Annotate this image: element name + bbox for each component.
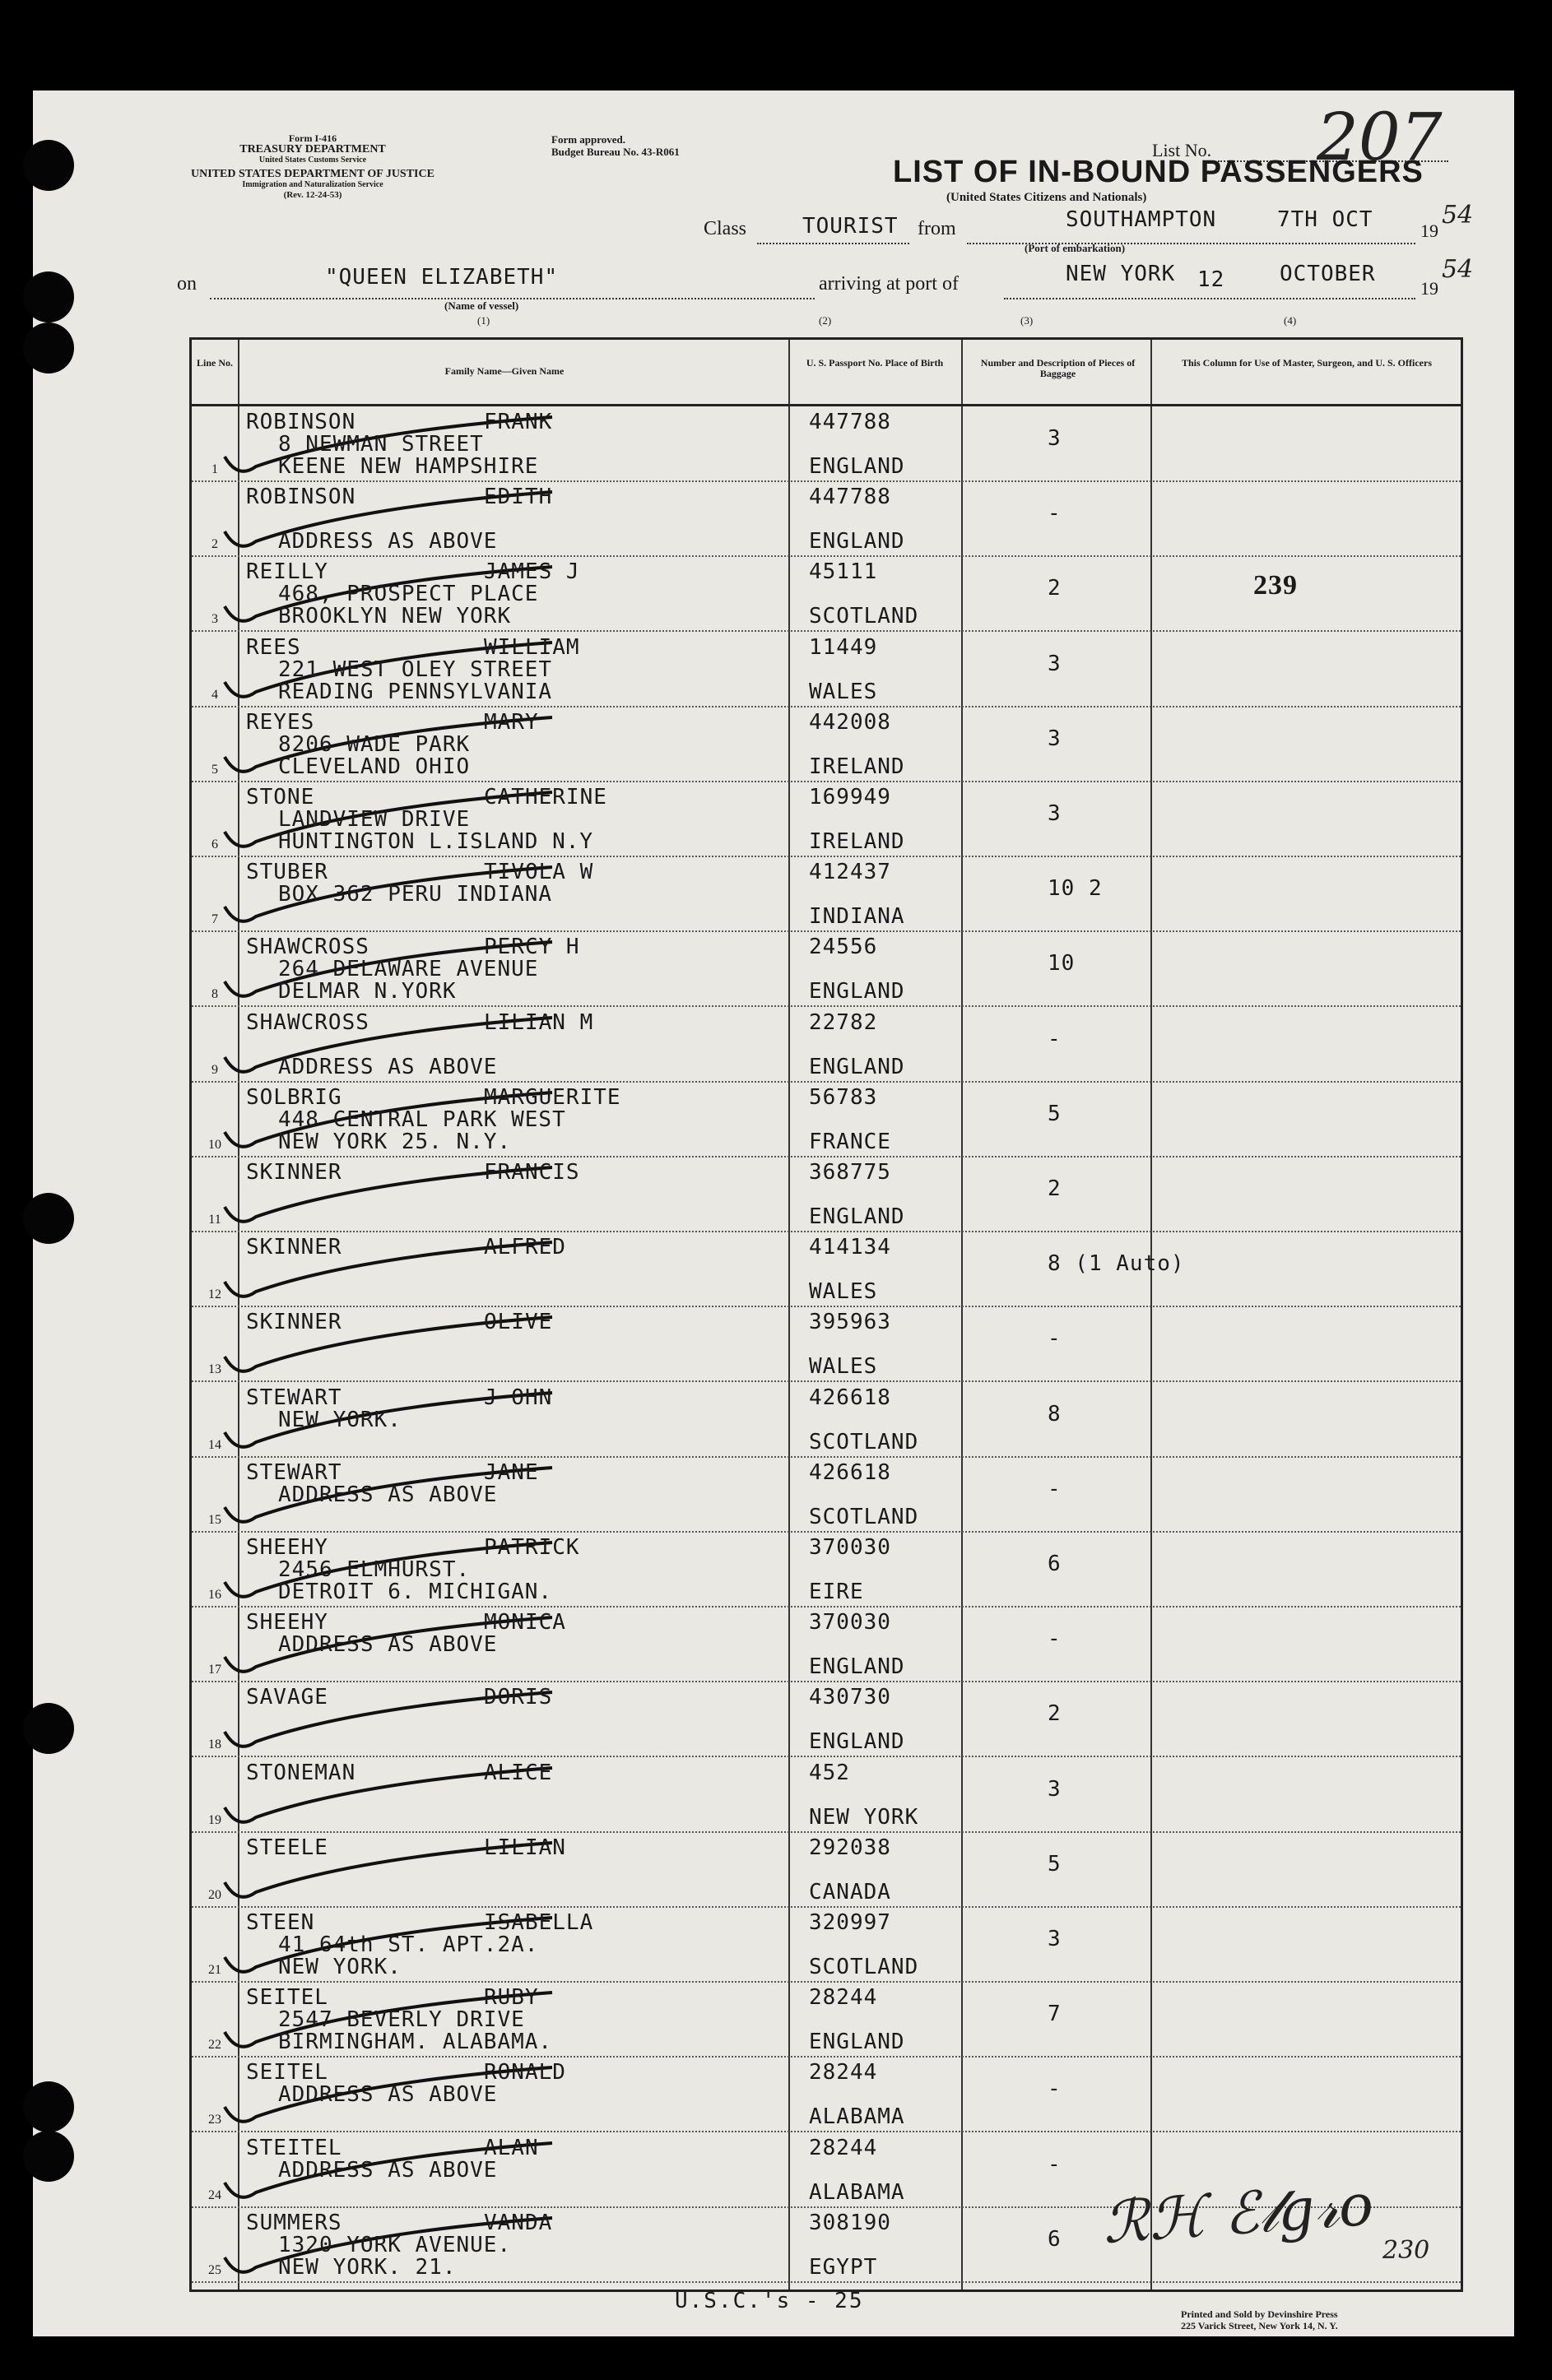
given-name: FRANK — [484, 410, 553, 434]
family-name: ROBINSON — [246, 485, 356, 510]
address-line-2: DELMAR N.YORK — [278, 979, 457, 1004]
vessel-label: (Name of vessel) — [444, 299, 519, 312]
signature: ℛℋ ℰ𝓁𝑔𝓇𝑜 — [1100, 2170, 1376, 2257]
place-of-birth: ENGLAND — [809, 454, 905, 479]
vessel-name: "QUEEN ELIZABETH" — [325, 265, 559, 290]
col-header-baggage: Number and Description of Pieces of Baggage — [980, 357, 1136, 379]
col-header-passport: U. S. Passport No. Place of Birth — [806, 357, 944, 369]
address-line-2: BIRMINGHAM. ALABAMA. — [278, 2030, 553, 2055]
passport-number: 370030 — [809, 1535, 891, 1560]
printer-credit — [1181, 2308, 1338, 2331]
treasury-dept: TREASURY DEPARTMENT — [239, 143, 386, 155]
table-row — [192, 1608, 1461, 1682]
given-name: VANDA — [484, 2210, 553, 2235]
line-number: 25 — [208, 2262, 221, 2277]
baggage-count: 3 — [1048, 801, 1062, 826]
passport-number: 22782 — [809, 1009, 878, 1035]
baggage-count: - — [1048, 1326, 1062, 1352]
family-name: STONE — [246, 785, 315, 810]
passport-number: 414134 — [809, 1235, 891, 1260]
family-name: SHAWCROSS — [246, 935, 369, 960]
family-name: SKINNER — [246, 1160, 342, 1185]
budget-bureau: Budget Bureau No. 43-R061 — [551, 146, 680, 158]
col-header-officers: This Column for Use of Master, Surgeon, and U. S. Officers — [1181, 357, 1432, 369]
table-row — [192, 1908, 1461, 1983]
printer-line-2: 225 Varick Street, New York 14, N. Y. — [1181, 2320, 1338, 2331]
baggage-count: 6 — [1048, 1552, 1062, 1576]
approval-block — [551, 133, 680, 158]
form-sheet — [33, 90, 1514, 2336]
class-label: Class — [704, 218, 747, 239]
place-of-birth: CANADA — [809, 1879, 891, 1904]
passport-number: 412437 — [809, 860, 891, 885]
line-number: 4 — [211, 687, 218, 702]
place-of-birth: FRANCE — [809, 1129, 891, 1154]
baggage-count: - — [1048, 501, 1062, 527]
address-line-1: 41 64th ST. APT.2A. — [278, 1932, 539, 1957]
line-number: 5 — [211, 762, 218, 777]
family-name: STEITEL — [246, 2135, 342, 2160]
immigration-service: Immigration and Naturalization Service — [242, 180, 383, 189]
line-number: 18 — [208, 1737, 221, 1752]
line-number: 19 — [208, 1812, 221, 1827]
revision: (Rev. 12-24-53) — [283, 190, 342, 200]
table-row — [192, 1383, 1461, 1458]
family-name: REES — [246, 634, 301, 660]
arrive-port: NEW YORK — [1066, 262, 1176, 286]
given-name: LILIAN — [484, 1835, 566, 1860]
table-row — [192, 1682, 1461, 1757]
given-name: EDITH — [484, 485, 553, 510]
baggage-count: - — [1048, 2151, 1062, 2177]
baggage-count: 3 — [1048, 651, 1062, 676]
binder-hole — [23, 140, 74, 191]
table-row — [192, 557, 1461, 632]
col-num-2: (2) — [819, 314, 832, 327]
place-of-birth: ENGLAND — [809, 529, 905, 554]
given-name: FRANCIS — [484, 1160, 580, 1185]
passenger-count: U.S.C.'s - 25 — [675, 2289, 864, 2313]
passport-number: 426618 — [809, 1459, 891, 1485]
place-of-birth: ENGLAND — [809, 1204, 905, 1229]
address-line-1: ADDRESS AS ABOVE — [278, 1482, 498, 1507]
address-line-2: ADDRESS AS ABOVE — [278, 1054, 498, 1079]
table-row — [192, 482, 1461, 557]
given-name: ALAN — [484, 2135, 539, 2160]
line-number: 21 — [208, 1963, 221, 1977]
arriving-label: arriving at port of — [819, 273, 959, 295]
given-name: MONICA — [484, 1610, 566, 1635]
line-number: 20 — [208, 1887, 221, 1902]
address-line-1: ADDRESS AS ABOVE — [278, 1632, 498, 1658]
baggage-count: - — [1048, 2076, 1062, 2102]
baggage-count: - — [1048, 1626, 1062, 1652]
place-of-birth: SCOTLAND — [809, 604, 919, 629]
baggage-count: 10 2 — [1048, 876, 1103, 902]
passport-number: 24556 — [809, 935, 878, 960]
baggage-count: 5 — [1048, 1101, 1062, 1126]
address-line-2: NEW YORK. 21. — [278, 2254, 457, 2280]
given-name: ALICE — [484, 1760, 553, 1785]
baggage-count: 8 — [1048, 1401, 1062, 1427]
place-of-birth: ENGLAND — [809, 1054, 905, 1079]
place-of-birth: ENGLAND — [809, 1729, 905, 1755]
on-label: on — [177, 273, 197, 295]
line-number: 24 — [208, 2187, 221, 2202]
line-number: 23 — [208, 2113, 221, 2127]
family-name: SEITEL — [246, 1985, 328, 2011]
line-number: 15 — [208, 1512, 221, 1527]
baggage-count: - — [1048, 1476, 1062, 1501]
address-line-2: ADDRESS AS ABOVE — [278, 529, 498, 554]
family-name: SKINNER — [246, 1235, 342, 1260]
baggage-count: 2 — [1048, 576, 1062, 601]
justice-dept: UNITED STATES DEPARTMENT OF JUSTICE — [191, 168, 434, 180]
table-row — [192, 782, 1461, 857]
baggage-count: 3 — [1048, 726, 1062, 751]
arrive-year: 54 — [1442, 255, 1474, 284]
passport-number: 430730 — [809, 1685, 891, 1710]
address-line-2: HUNTINGTON L.ISLAND N.Y — [278, 829, 594, 854]
given-name: WILLIAM — [484, 634, 580, 660]
address-line-1: 8 NEWMAN STREET — [278, 432, 484, 457]
class-value: TOURIST — [802, 214, 899, 239]
line-number: 17 — [208, 1663, 221, 1677]
from-label: from — [918, 218, 956, 239]
address-line-2: NEW YORK 25. N.Y. — [278, 1129, 512, 1154]
given-name: DORIS — [484, 1685, 553, 1710]
place-of-birth: ENGLAND — [809, 2030, 905, 2055]
family-name: SEITEL — [246, 2060, 328, 2085]
baggage-count: 8 (1 Auto) — [1048, 1251, 1185, 1277]
given-name: MARGUERITE — [484, 1084, 621, 1110]
table-row — [192, 857, 1461, 932]
given-name: LILIAN M — [484, 1009, 594, 1035]
line-number: 1 — [211, 462, 218, 476]
given-name: J OHN — [484, 1385, 553, 1410]
line-number: 13 — [208, 1362, 221, 1377]
line-number: 6 — [211, 837, 218, 851]
page-subtitle: (United States Citizens and Nationals) — [946, 191, 1147, 204]
table-row — [192, 932, 1461, 1007]
arrive-year-prefix: 19 — [1420, 278, 1438, 299]
from-date: 7TH OCT — [1277, 207, 1373, 232]
given-name: PATRICK — [484, 1535, 580, 1560]
table-row — [192, 633, 1461, 708]
given-name: OLIVE — [484, 1310, 553, 1335]
table-row — [192, 1833, 1461, 1908]
address-line-2: KEENE NEW HAMPSHIRE — [278, 454, 539, 479]
col-num-4: (4) — [1284, 314, 1297, 327]
place-of-birth: WALES — [809, 1354, 878, 1380]
passenger-table — [189, 337, 1463, 2292]
place-of-birth: ENGLAND — [809, 979, 905, 1004]
family-name: STEELE — [246, 1835, 328, 1860]
col-num-1: (1) — [477, 314, 490, 327]
address-line-1: NEW YORK. — [278, 1407, 402, 1432]
family-name: REILLY — [246, 559, 328, 585]
passport-number: 447788 — [809, 410, 891, 434]
arrive-month: OCTOBER — [1280, 262, 1376, 286]
place-of-birth: IRELAND — [809, 754, 905, 779]
passport-number: 28244 — [809, 2060, 878, 2085]
given-name: JAMES J — [484, 559, 580, 585]
page-title: LIST OF IN-BOUND PASSENGERS — [893, 155, 1424, 189]
place-of-birth: SCOTLAND — [809, 1955, 919, 1979]
line-number: 2 — [211, 537, 218, 552]
baggage-count: 2 — [1048, 1176, 1062, 1201]
arrive-line — [1004, 298, 1415, 299]
passport-number: 45111 — [809, 559, 878, 585]
address-line-1: ADDRESS AS ABOVE — [278, 2157, 498, 2183]
address-line-2: CLEVELAND OHIO — [278, 754, 471, 779]
family-name: SOLBRIG — [246, 1084, 342, 1110]
form-number: Form I-416 — [288, 132, 337, 144]
line-number: 8 — [211, 987, 218, 1002]
passport-number: 452 — [809, 1760, 850, 1785]
family-name: REYES — [246, 709, 315, 735]
binder-hole — [23, 1703, 74, 1754]
family-name: SKINNER — [246, 1310, 342, 1335]
col-header-line-no: Line No. — [196, 357, 233, 369]
passport-number: 447788 — [809, 485, 891, 510]
given-name: MARY — [484, 709, 539, 735]
line-number: 12 — [208, 1287, 221, 1302]
table-row — [192, 708, 1461, 782]
table-row — [192, 407, 1461, 482]
baggage-count: 3 — [1048, 1927, 1062, 1951]
port-embark-label: (Port of embarkation) — [1025, 242, 1126, 254]
given-name: RUBY — [484, 1985, 539, 2011]
family-name: ROBINSON — [246, 410, 356, 434]
binder-hole — [23, 2081, 74, 2132]
signature-note: 230 — [1382, 2236, 1430, 2265]
table-row — [192, 2058, 1461, 2132]
baggage-count: 10 — [1048, 951, 1076, 977]
passport-number: 395963 — [809, 1310, 891, 1335]
passport-number: 442008 — [809, 709, 891, 735]
family-name: SAVAGE — [246, 1685, 328, 1710]
arrive-day: 12 — [1197, 267, 1225, 292]
family-name: SHAWCROSS — [246, 1009, 369, 1035]
line-number: 14 — [208, 1437, 221, 1452]
baggage-count: 2 — [1048, 1701, 1062, 1727]
table-row — [192, 1533, 1461, 1608]
family-name: SHEEHY — [246, 1535, 328, 1560]
line-number: 7 — [211, 912, 218, 927]
table-row — [192, 1758, 1461, 1833]
place-of-birth: EIRE — [809, 1580, 864, 1604]
line-number: 9 — [211, 1062, 218, 1077]
binder-hole — [23, 271, 74, 322]
printer-line-1: Printed and Sold by Devinshire Press — [1181, 2308, 1338, 2320]
address-line-1: 264 DELAWARE AVENUE — [278, 957, 539, 982]
line-number: 22 — [208, 2038, 221, 2053]
address-line-1: 468, PROSPECT PLACE — [278, 582, 539, 607]
place-of-birth: INDIANA — [809, 904, 905, 930]
given-name: CATHERINE — [484, 785, 607, 810]
family-name: SUMMERS — [246, 2210, 342, 2235]
address-line-2: READING PENNSYLVANIA — [278, 679, 553, 704]
address-line-2: DETROIT 6. MICHIGAN. — [278, 1580, 553, 1604]
address-line-1: 448 CENTRAL PARK WEST — [278, 1106, 566, 1132]
address-line-1: 221 WEST OLEY STREET — [278, 656, 553, 682]
baggage-count: - — [1048, 1026, 1062, 1051]
col-header-name: Family Name—Given Name — [444, 365, 565, 377]
address-line-2: NEW YORK. — [278, 1955, 402, 1979]
place-of-birth: EGYPT — [809, 2254, 878, 2280]
baggage-count: 3 — [1048, 1776, 1062, 1802]
binder-hole — [23, 2131, 74, 2182]
family-name: STEWART — [246, 1385, 342, 1410]
passport-number: 11449 — [809, 634, 878, 660]
passport-number: 56783 — [809, 1084, 878, 1110]
place-of-birth: NEW YORK — [809, 1804, 919, 1830]
table-row — [192, 1008, 1461, 1083]
table-row — [192, 1232, 1461, 1307]
passport-number: 169949 — [809, 785, 891, 810]
table-row — [192, 1083, 1461, 1158]
place-of-birth: ALABAMA — [809, 2179, 905, 2205]
form-approved: Form approved. — [551, 133, 626, 146]
place-of-birth: SCOTLAND — [809, 1504, 919, 1529]
header-rule — [192, 404, 1461, 406]
given-name: JANE — [484, 1459, 539, 1485]
baggage-count: 7 — [1048, 2002, 1062, 2027]
line-number: 10 — [208, 1137, 221, 1152]
family-name: STEEN — [246, 1910, 315, 1935]
address-line-1: 2547 BEVERLY DRIVE — [278, 2007, 525, 2033]
binder-hole — [23, 322, 74, 373]
class-line — [757, 243, 909, 244]
address-line-1: 8206 WADE PARK — [278, 731, 471, 757]
passport-number: 368775 — [809, 1160, 891, 1185]
place-of-birth: SCOTLAND — [809, 1429, 919, 1454]
address-line-1: 1320 YORK AVENUE. — [278, 2232, 512, 2257]
family-name: SHEEHY — [246, 1610, 328, 1635]
given-name: ALFRED — [484, 1235, 566, 1260]
customs-service: United States Customs Service — [258, 155, 367, 165]
address-line-1: ADDRESS AS ABOVE — [278, 2082, 498, 2108]
place-of-birth: ALABAMA — [809, 2104, 905, 2130]
passport-number: 28244 — [809, 2135, 878, 2160]
baggage-count: 6 — [1048, 2226, 1062, 2252]
address-line-1: 2456 ELMHURST. — [278, 1557, 471, 1582]
officer-note: 239 — [1253, 570, 1298, 601]
line-number: 3 — [211, 612, 218, 627]
address-line-1: BOX 362 PERU INDIANA — [278, 882, 553, 907]
passport-number: 28244 — [809, 1985, 878, 2011]
from-port: SOUTHAMPTON — [1066, 207, 1217, 232]
list-no-label: List No. — [1152, 140, 1212, 160]
col-num-3: (3) — [1020, 314, 1034, 327]
given-name: TIVOLA W — [484, 860, 594, 885]
list-no-value: 207 — [1317, 99, 1443, 175]
family-name: STONEMAN — [246, 1760, 356, 1785]
from-year: 54 — [1442, 201, 1474, 230]
passport-number: 292038 — [809, 1835, 891, 1860]
passport-number: 370030 — [809, 1610, 891, 1635]
place-of-birth: ENGLAND — [809, 1654, 905, 1680]
binder-hole — [23, 1193, 74, 1244]
table-row — [192, 1307, 1461, 1382]
table-row — [192, 1158, 1461, 1232]
from-year-prefix: 19 — [1420, 220, 1438, 241]
address-line-2: BROOKLYN NEW YORK — [278, 604, 512, 629]
table-row — [192, 1983, 1461, 2058]
place-of-birth: WALES — [809, 1279, 878, 1305]
agency-block — [173, 133, 453, 201]
place-of-birth: IRELAND — [809, 829, 905, 854]
address-line-1: LANDVIEW DRIVE — [278, 807, 471, 832]
given-name: RONALD — [484, 2060, 566, 2085]
passport-number: 308190 — [809, 2210, 891, 2235]
family-name: STUBER — [246, 860, 328, 885]
passport-number: 320997 — [809, 1910, 891, 1935]
table-row — [192, 1458, 1461, 1533]
line-number: 16 — [208, 1588, 221, 1602]
family-name: STEWART — [246, 1459, 342, 1485]
passport-number: 426618 — [809, 1385, 891, 1410]
baggage-count: 5 — [1048, 1851, 1062, 1877]
line-number: 11 — [208, 1213, 221, 1227]
given-name: PERCY H — [484, 935, 580, 960]
given-name: ISABELLA — [484, 1910, 594, 1935]
place-of-birth: WALES — [809, 679, 878, 704]
baggage-count: 3 — [1048, 426, 1062, 451]
